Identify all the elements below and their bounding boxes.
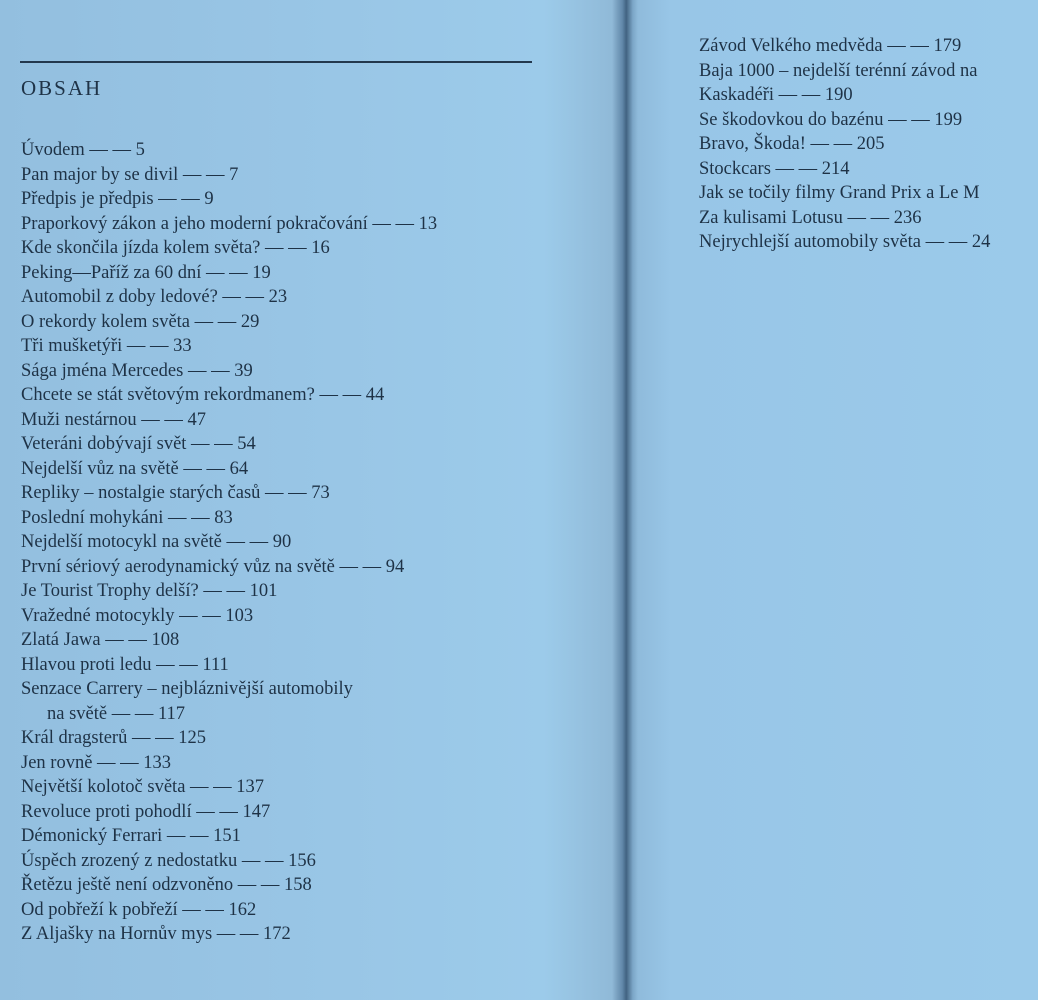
toc-entry (21, 408, 437, 433)
toc-entry-text: Peking—Paříž za 60 dní — — 19 (21, 262, 271, 283)
toc-heading: OBSAH (21, 76, 103, 100)
toc-entry-text: Zlatá Jawa — — 108 (21, 630, 180, 650)
toc-entry-text: Jen rovně — — 133 (21, 752, 172, 773)
toc-entry-text: Nejrychlejší automobily světa — — 24 (699, 232, 991, 252)
toc-entry (699, 181, 990, 206)
toc-entry-text: Nejdelší motocykl na světě — — 90 (21, 532, 292, 552)
toc-entry-text: Nejdelší vůz na světě — — 64 (21, 458, 249, 479)
toc-entry (21, 236, 437, 261)
toc-entry-text: Je Tourist Trophy delší? — — 101 (21, 581, 278, 601)
toc-entry-text: Kaskadéři — — 190 (699, 85, 853, 105)
toc-entry-text: Bravo, Škoda! — — 205 (699, 134, 885, 154)
toc-entry (699, 157, 990, 182)
toc-entry (21, 285, 437, 310)
toc-entry (21, 628, 437, 653)
toc-entry (699, 132, 990, 157)
toc-entry (21, 432, 437, 457)
toc-entry-text: Za kulisami Lotusu — — 236 (699, 207, 922, 228)
toc-list-right (699, 34, 990, 255)
toc-entry-text: Z Aljašky na Hornův mys — — 172 (21, 924, 291, 944)
toc-entry-text: O rekordy kolem světa — — 29 (21, 311, 260, 332)
toc-entry (699, 34, 990, 59)
toc-entry (21, 187, 437, 212)
toc-list-left (21, 138, 437, 947)
toc-entry-text: Chcete se stát světovým rekordmanem? — — 44 (21, 385, 385, 405)
toc-entry (21, 579, 437, 604)
toc-entry (699, 230, 990, 255)
book-gutter (612, 0, 638, 1000)
toc-entry (21, 138, 437, 163)
toc-entry (21, 922, 437, 947)
toc-entry (21, 555, 437, 580)
toc-entry (699, 83, 990, 108)
toc-entry (21, 751, 437, 776)
top-rule (20, 61, 532, 63)
toc-entry (21, 506, 437, 531)
toc-entry (21, 849, 437, 874)
toc-entry-text: První sériový aerodynamický vůz na světě — — 94 (21, 556, 405, 577)
toc-entry-text: Předpis je předpis — — 9 (21, 189, 214, 209)
toc-entry-text: Tři mušketýři — — 33 (21, 336, 192, 356)
toc-entry (21, 457, 437, 482)
toc-entry-text: Baja 1000 – nejdelší terénní závod na (699, 60, 978, 81)
toc-entry (21, 653, 437, 678)
toc-entry (21, 800, 437, 825)
toc-entry-text: Sága jména Mercedes — — 39 (21, 360, 253, 381)
toc-entry (21, 775, 437, 800)
toc-entry-text: Veteráni dobývají svět — — 54 (21, 434, 256, 454)
toc-entry-text: Od pobřeží k pobřeží — — 162 (21, 899, 257, 920)
toc-entry (21, 383, 437, 408)
toc-entry (21, 163, 437, 188)
toc-entry-text: Úspěch zrozený z nedostatku — — 156 (21, 850, 316, 871)
toc-entry (21, 261, 437, 286)
toc-entry (21, 824, 437, 849)
toc-entry (699, 206, 990, 231)
toc-entry-text: Hlavou proti ledu — — 111 (21, 654, 229, 675)
toc-entry-text: Poslední mohykáni — — 83 (21, 507, 233, 528)
toc-entry-text: Kde skončila jízda kolem světa? — — 16 (21, 238, 330, 258)
toc-entry-text: Démonický Ferrari — — 151 (21, 826, 241, 846)
toc-entry-text: Jak se točily filmy Grand Prix a Le M (699, 183, 980, 203)
toc-entry-text: Vražedné motocykly — — 103 (21, 605, 254, 626)
toc-entry (21, 604, 437, 629)
toc-entry (21, 530, 437, 555)
toc-entry-text: Úvodem — — 5 (21, 140, 145, 160)
toc-entry-text: Praporkový zákon a jeho moderní pokračování — — 13 (21, 213, 438, 234)
toc-entry-text: Senzace Carrery – nejbláznivější automobily (21, 679, 353, 699)
toc-entry-text: Muži nestárnou — — 47 (21, 409, 206, 430)
toc-entry (21, 359, 437, 384)
toc-entry (699, 59, 990, 84)
toc-entry (21, 873, 437, 898)
toc-entry-text: Automobil z doby ledové? — — 23 (21, 287, 288, 307)
toc-entry-text: Řetězu ještě není odzvoněno — — 158 (21, 875, 312, 895)
toc-entry-text: Repliky – nostalgie starých časů — — 73 (21, 483, 330, 503)
toc-entry-text: Pan major by se divil — — 7 (21, 164, 239, 185)
toc-entry (21, 334, 437, 359)
toc-entry-text: Se škodovkou do bazénu — — 199 (699, 109, 963, 130)
toc-entry (21, 726, 437, 751)
toc-entry-text: Největší kolotoč světa — — 137 (21, 777, 265, 797)
toc-entry (21, 212, 437, 237)
toc-entry-text: Revoluce proti pohodlí — — 147 (21, 801, 271, 822)
toc-entry-text: Král dragsterů — — 125 (21, 728, 206, 748)
toc-entry (21, 481, 437, 506)
toc-entry (21, 898, 437, 923)
toc-entry (21, 677, 437, 726)
toc-entry-text: Závod Velkého medvěda — — 179 (699, 36, 962, 56)
toc-entry (699, 108, 990, 133)
toc-entry-continuation: na světě — — 117 (47, 703, 186, 724)
toc-entry (21, 310, 437, 335)
toc-entry-text: Stockcars — — 214 (699, 158, 850, 179)
